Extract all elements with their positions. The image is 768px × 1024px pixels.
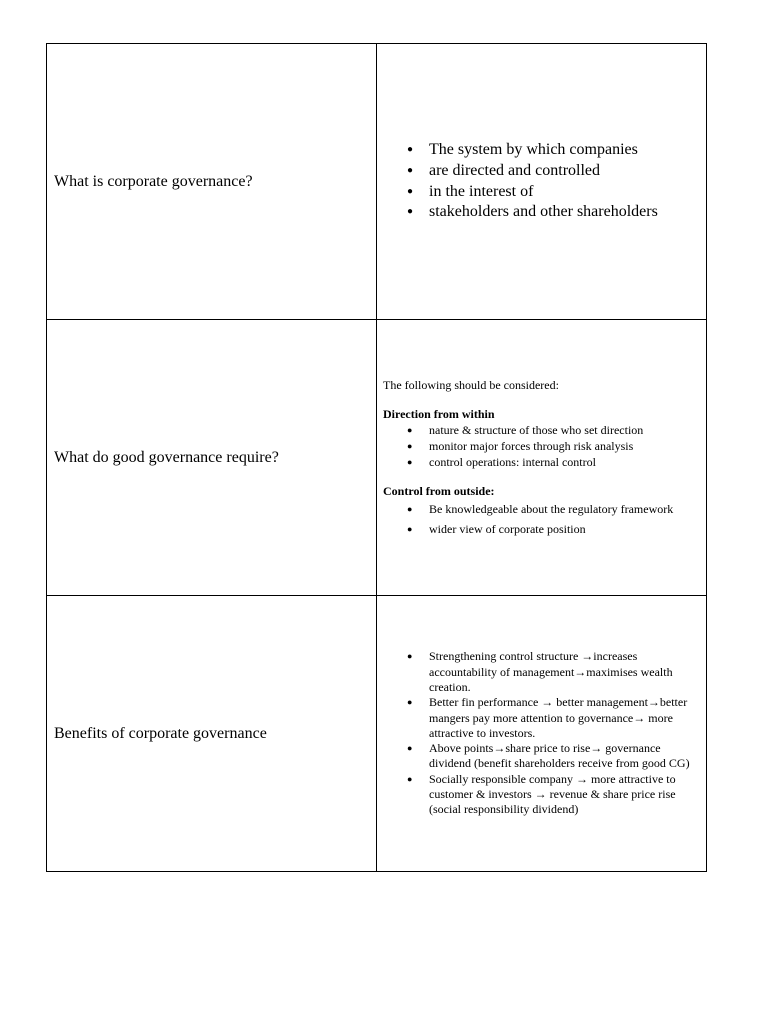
answer-cell bbox=[377, 320, 707, 596]
section-heading: Control from outside: bbox=[383, 483, 495, 498]
question-cell bbox=[47, 596, 377, 872]
table-row bbox=[47, 44, 707, 320]
list-item: ● monitor major forces through risk analysis bbox=[429, 438, 700, 454]
list-item: ● Be knowledgeable about the regulatory framework bbox=[429, 499, 700, 519]
list-item: ● are directed and controlled bbox=[429, 161, 700, 182]
question-text: What do good governance require? bbox=[54, 448, 279, 466]
list-item: ● wider view of corporate position bbox=[429, 519, 700, 539]
list-item: ● Above points→share price to rise→ governance dividend (benefit shareholders receive from good CG) bbox=[429, 741, 700, 772]
answer-block bbox=[377, 377, 706, 539]
list-item: ● Strengthening control structure →increases accountability of management→maximises wealth creation. bbox=[429, 649, 700, 695]
list-item: ● Socially responsible company → more attractive to customer & investors → revenue & share price rise (social responsibility dividend) bbox=[429, 772, 700, 818]
list-item: ● control operations: internal control bbox=[429, 454, 700, 470]
answer-intro: The following should be considered: bbox=[383, 377, 559, 392]
list-item: ● Better fin performance → better management→better mangers pay more attention to governance→ more attractive to investors. bbox=[429, 695, 700, 741]
question-text: Benefits of corporate governance bbox=[54, 724, 267, 742]
answer-list bbox=[383, 499, 700, 539]
flashcard-table bbox=[46, 43, 707, 872]
list-item: ● stakeholders and other shareholders bbox=[429, 202, 700, 223]
question-cell bbox=[47, 320, 377, 596]
question-text: What is corporate governance? bbox=[54, 172, 253, 190]
question-cell bbox=[47, 44, 377, 320]
answer-list bbox=[377, 140, 706, 223]
section-heading: Direction from within bbox=[383, 406, 495, 421]
list-item: ● The system by which companies bbox=[429, 140, 700, 161]
list-item: ● nature & structure of those who set direction bbox=[429, 422, 700, 438]
answer-list bbox=[383, 422, 700, 470]
answer-list bbox=[377, 649, 706, 817]
answer-cell bbox=[377, 44, 707, 320]
table-row bbox=[47, 596, 707, 872]
answer-cell bbox=[377, 596, 707, 872]
table-row bbox=[47, 320, 707, 596]
list-item: ● in the interest of bbox=[429, 182, 700, 203]
